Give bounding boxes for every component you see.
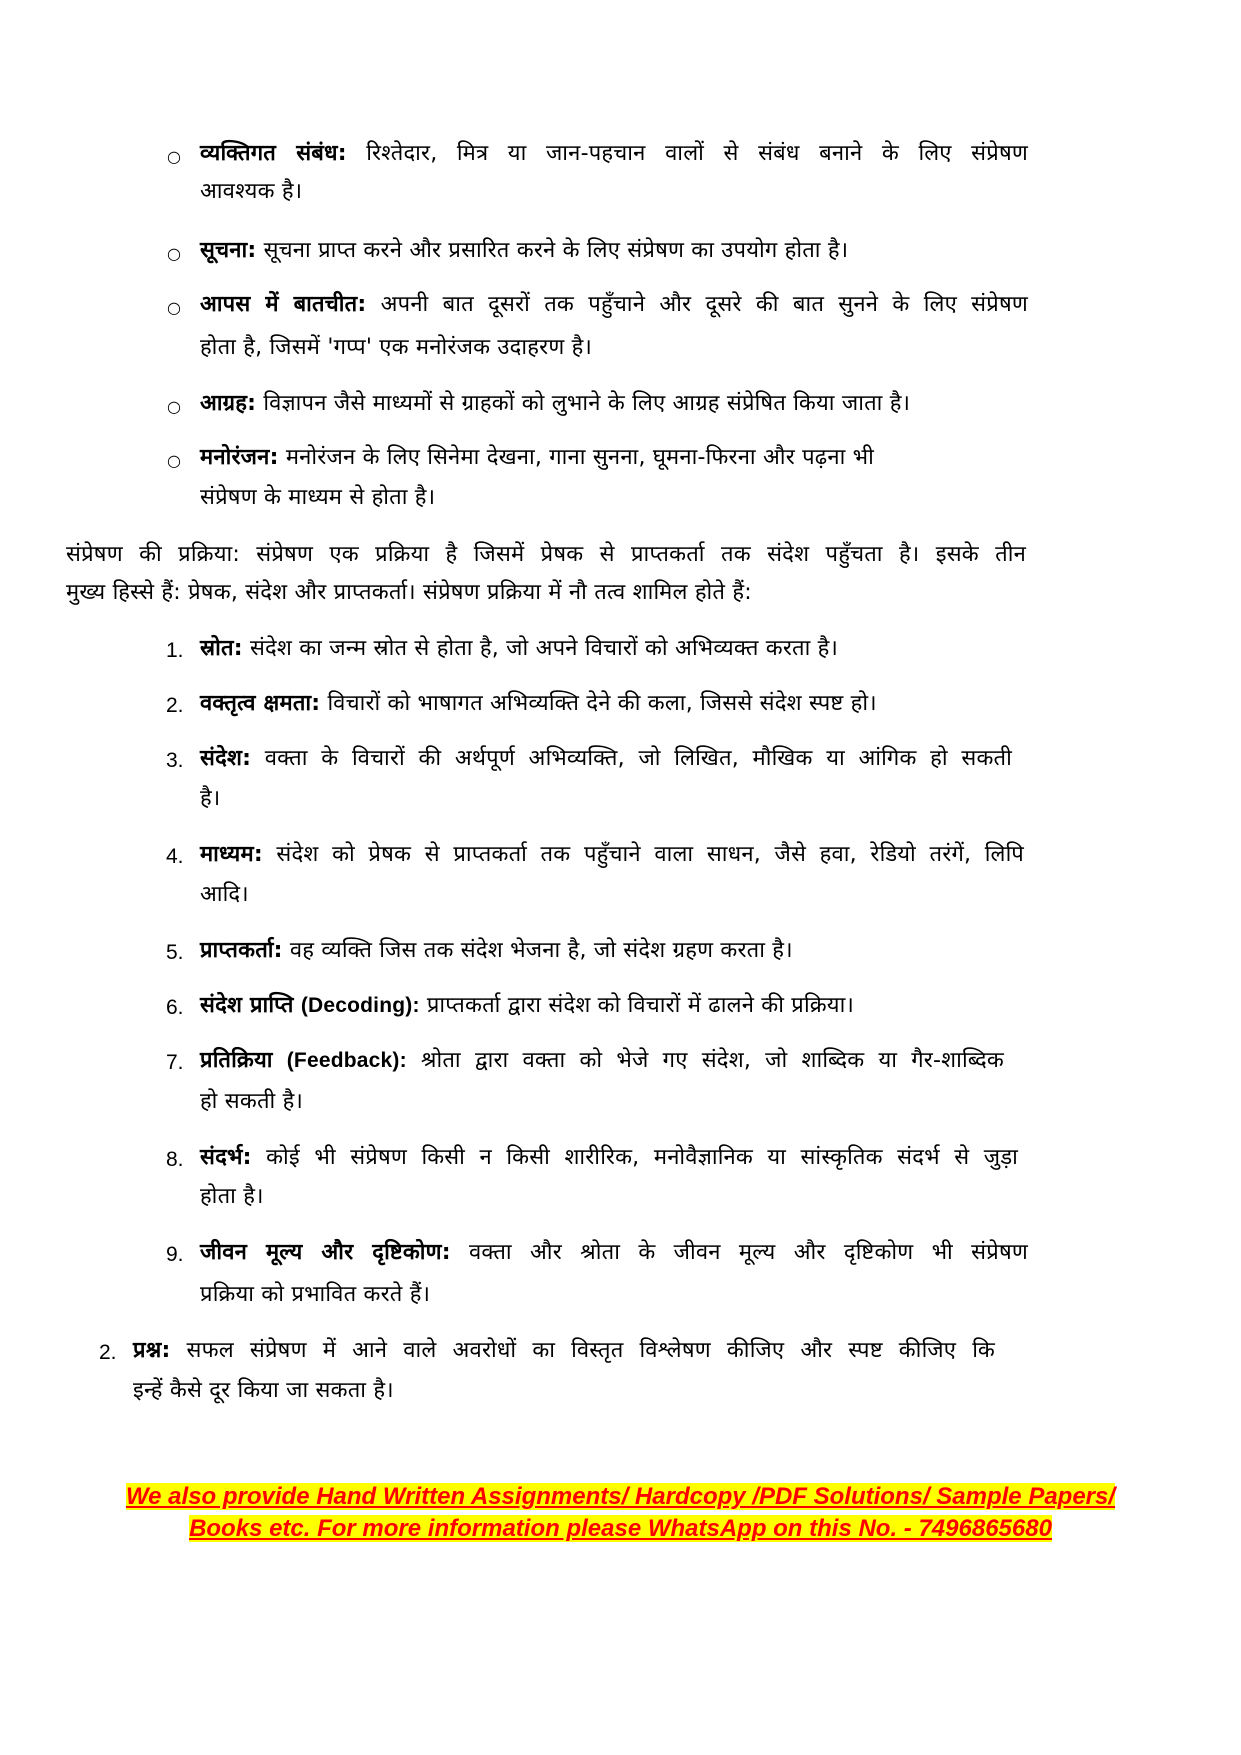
list-item-term-english: (Feedback): [286, 1049, 407, 1072]
list-item [200, 634, 838, 664]
list-item [200, 689, 877, 719]
question-text: सफल संप्रेषण में आने वाले अवरोधों का विस्तृत विश्लेषण कीजिए और स्पष्ट कीजिए कि [186, 1338, 995, 1363]
list-item-text: विचारों को भाषागत अभिव्यक्ति देने की कला, जिससे संदेश स्पष्ट हो। [327, 691, 877, 716]
question-number: 2. [99, 1341, 117, 1364]
promo-footer-line-2 [0, 1513, 1241, 1545]
process-paragraph-line-2: मुख्य हिस्से हैं: प्रेषक, संदेश और प्राप्तकर्ता। संप्रेषण प्रक्रिया में नौ तत्व शामिल होते हैं: [66, 580, 752, 605]
list-number: 7. [166, 1051, 184, 1074]
bullet-marker: ○ [167, 147, 181, 166]
promo-footer-line-1 [0, 1481, 1241, 1513]
list-number: 6. [166, 996, 184, 1019]
list-item [200, 936, 793, 966]
bullet-text: मनोरंजन के लिए सिनेमा देखना, गाना सुनना, घूमना-फिरना और पढ़ना भी [285, 445, 875, 470]
promo-footer-text: Books etc. For more information please WhatsApp on this No. - 7496865680 [189, 1515, 1052, 1542]
list-item-term: वक्तृत्व क्षमता: [200, 691, 321, 716]
list-item-text: वह व्यक्ति जिस तक संदेश भेजना है, जो संदेश ग्रहण करता है। [289, 938, 793, 963]
bullet-text: अपनी बात दूसरों तक पहुँचाने और दूसरे की बात सुनने के लिए संप्रेषण [380, 292, 1028, 317]
bullet-term: सूचना: [200, 238, 257, 263]
bullet-marker: ○ [167, 397, 181, 416]
promo-footer-text: We also provide Hand Written Assignments/ Hardcopy /PDF Solutions/ Sample Papers/ [125, 1483, 1116, 1510]
list-item-text: संदेश का जन्म स्रोत से होता है, जो अपने विचारों को अभिव्यक्त करता है। [249, 636, 839, 661]
bullet-term: आग्रह: [200, 391, 257, 416]
list-number: 3. [166, 749, 184, 772]
list-item-text-continued: होता है। [200, 1184, 264, 1209]
list-item-text: कोई भी संप्रेषण किसी न किसी शारीरिक, मनोवैज्ञानिक या सांस्कृतिक संदर्भ से जुड़ा [266, 1145, 1018, 1170]
list-item-term: प्रतिक्रिया [200, 1048, 273, 1073]
list-item-text: वक्ता और श्रोता के जीवन मूल्य और दृष्टिकोण भी संप्रेषण [468, 1240, 1028, 1265]
bullet-text: विज्ञापन जैसे माध्यमों से ग्राहकों को लुभाने के लिए आग्रह संप्रेषित किया जाता है। [263, 391, 911, 416]
bullet-term: व्यक्तिगत संबंध: [200, 141, 347, 166]
bullet-text: रिश्तेदार, मित्र या जान-पहचान वालों से संबंध बनाने के लिए संप्रेषण [366, 141, 1028, 166]
bullet-text: सूचना प्राप्त करने और प्रसारित करने के लिए संप्रेषण का उपयोग होता है। [263, 238, 849, 263]
list-item-text-continued: हो सकती है। [200, 1089, 303, 1114]
bullet-item-line [200, 236, 848, 266]
bullet-marker: ○ [167, 244, 181, 263]
list-item-term: संदेश: [200, 746, 252, 771]
list-item-term: जीवन मूल्य और दृष्टिकोण: [200, 1240, 451, 1265]
list-item-text-continued: प्रक्रिया को प्रभावित करते हैं। [200, 1282, 431, 1307]
bullet-text-continued: आवश्यक है। [200, 179, 303, 204]
list-item [200, 840, 1024, 870]
list-item-term: प्राप्तकर्ता: [200, 938, 283, 963]
list-number: 9. [166, 1243, 184, 1266]
list-item [200, 1238, 1028, 1268]
list-number: 5. [166, 941, 184, 964]
question-item [133, 1336, 995, 1366]
list-item-term: संदर्भ: [200, 1145, 252, 1170]
list-item-term: संदेश प्राप्ति [200, 993, 294, 1018]
list-number: 8. [166, 1148, 184, 1171]
list-item-text: श्रोता द्वारा वक्ता को भेजे गए संदेश, जो शाब्दिक या गैर-शाब्दिक [420, 1048, 1005, 1073]
list-item-text: संदेश को प्रेषक से प्राप्तकर्ता तक पहुँचाने वाला साधन, जैसे हवा, रेडियो तरंगें, लिपि [276, 842, 1024, 867]
list-item-text-continued: है। [200, 786, 221, 811]
bullet-text-continued: संप्रेषण के माध्यम से होता है। [200, 485, 436, 510]
list-number: 2. [166, 694, 184, 717]
list-item-text: वक्ता के विचारों की अर्थपूर्ण अभिव्यक्ति, जो लिखित, मौखिक या आंगिक हो सकती [264, 746, 1012, 771]
list-number: 4. [166, 845, 184, 868]
bullet-text-continued: होता है, जिसमें 'गप्प' एक मनोरंजक उदाहरण है। [200, 335, 593, 360]
list-item-text: प्राप्तकर्ता द्वारा संदेश को विचारों में ढालने की प्रक्रिया। [426, 993, 855, 1018]
list-item [200, 1143, 1018, 1173]
bullet-item-line [200, 443, 874, 473]
bullet-term: आपस में बातचीत: [200, 292, 367, 317]
bullet-item-line [200, 389, 910, 419]
list-item [200, 744, 1012, 774]
bullet-item-line [200, 290, 1028, 320]
bullet-term: मनोरंजन: [200, 445, 279, 470]
list-item-term-english: (Decoding): [300, 994, 420, 1017]
list-item [200, 1046, 1004, 1076]
list-item [200, 991, 854, 1021]
bullet-marker: ○ [167, 451, 181, 470]
bullet-item-line [200, 139, 1028, 169]
list-item-term: माध्यम: [200, 842, 263, 867]
list-item-term: स्रोत: [200, 636, 243, 661]
bullet-marker: ○ [167, 298, 181, 317]
question-text-continued: इन्हें कैसे दूर किया जा सकता है। [133, 1378, 394, 1403]
list-number: 1. [166, 639, 184, 662]
process-paragraph-line-1: संप्रेषण की प्रक्रिया: संप्रेषण एक प्रक्रिया है जिसमें प्रेषक से प्राप्तकर्ता तक संदेश पहुँचता है। इसके तीन [66, 542, 1026, 567]
list-item-text-continued: आदि। [200, 882, 249, 907]
question-term: प्रश्न: [133, 1338, 171, 1363]
